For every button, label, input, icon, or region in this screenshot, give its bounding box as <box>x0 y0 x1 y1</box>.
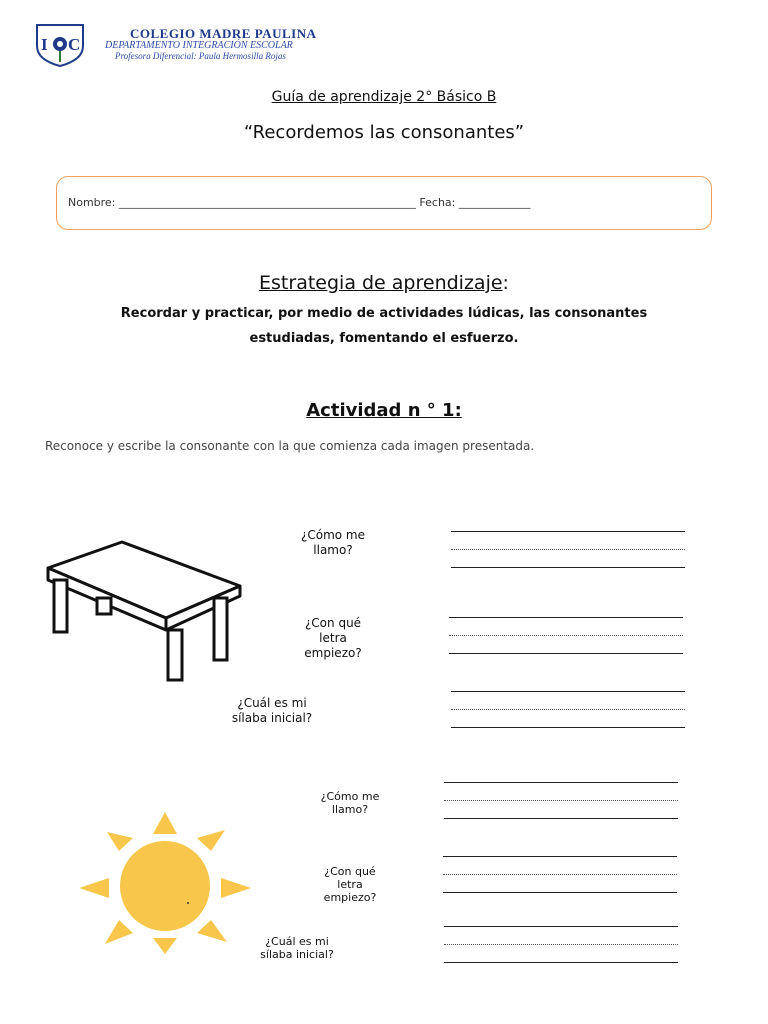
answer-line[interactable] <box>444 818 678 819</box>
strategy-description-line1: Recordar y practicar, por medio de actividades lúdicas, las consonantes <box>120 306 648 321</box>
sun-drawing <box>75 808 255 956</box>
answer-dotted-line <box>443 874 677 875</box>
name-date-field[interactable]: Nombre: ______________________________________________________ Fecha: _____________ <box>68 196 531 209</box>
question-letter-2: ¿Con qué letra empiezo? <box>323 865 377 904</box>
answer-dotted-line <box>444 800 678 801</box>
strategy-colon: : <box>502 272 509 294</box>
main-title: “Recordemos las consonantes” <box>243 122 525 143</box>
answer-line[interactable] <box>451 531 685 532</box>
department-name: DEPARTAMENTO INTEGRACIÓN ESCOLAR <box>105 40 293 51</box>
answer-line[interactable] <box>449 617 683 618</box>
answer-dotted-line <box>444 944 678 945</box>
answer-line[interactable] <box>449 653 683 654</box>
table-drawing <box>44 538 244 683</box>
strategy-description <box>60 301 708 351</box>
answer-line[interactable] <box>451 727 685 728</box>
activity-instruction: Reconoce y escribe la consonante con la que comienza cada imagen presentada. <box>45 439 535 453</box>
strategy-title: Estrategia de aprendizaje <box>259 272 503 294</box>
guide-title: Guía de aprendizaje 2° Básico B <box>271 89 497 105</box>
question-syllable-2: ¿Cuál es mi sílaba inicial? <box>260 935 334 961</box>
activity-title: Actividad n ° 1: <box>306 400 462 421</box>
strategy-heading <box>0 272 768 294</box>
answer-dotted-line <box>449 635 683 636</box>
school-name: COLEGIO MADRE PAULINA <box>130 26 317 41</box>
answer-line[interactable] <box>443 892 677 893</box>
answer-dotted-line <box>451 709 685 710</box>
question-name-2: ¿Cómo me llamo? <box>320 790 380 816</box>
teacher-name: Profesora Diferencial: Paula Hermosilla Rojas <box>115 51 286 61</box>
strategy-description-line2: estudiadas, fomentando el esfuerzo. <box>249 331 519 346</box>
question-letter-1: ¿Con qué letra empiezo? <box>304 616 362 660</box>
question-name-1: ¿Cómo me llamo? <box>300 528 365 557</box>
answer-line[interactable] <box>451 691 685 692</box>
question-syllable-1: ¿Cuál es mi sílaba inicial? <box>231 696 313 725</box>
answer-line[interactable] <box>443 856 677 857</box>
answer-line[interactable] <box>444 782 678 783</box>
school-logo <box>32 22 88 68</box>
answer-line[interactable] <box>451 567 685 568</box>
svg-text:I: I <box>41 35 48 54</box>
answer-line[interactable] <box>444 926 678 927</box>
answer-dotted-line <box>451 549 685 550</box>
svg-text:C: C <box>68 35 81 54</box>
answer-line[interactable] <box>444 962 678 963</box>
